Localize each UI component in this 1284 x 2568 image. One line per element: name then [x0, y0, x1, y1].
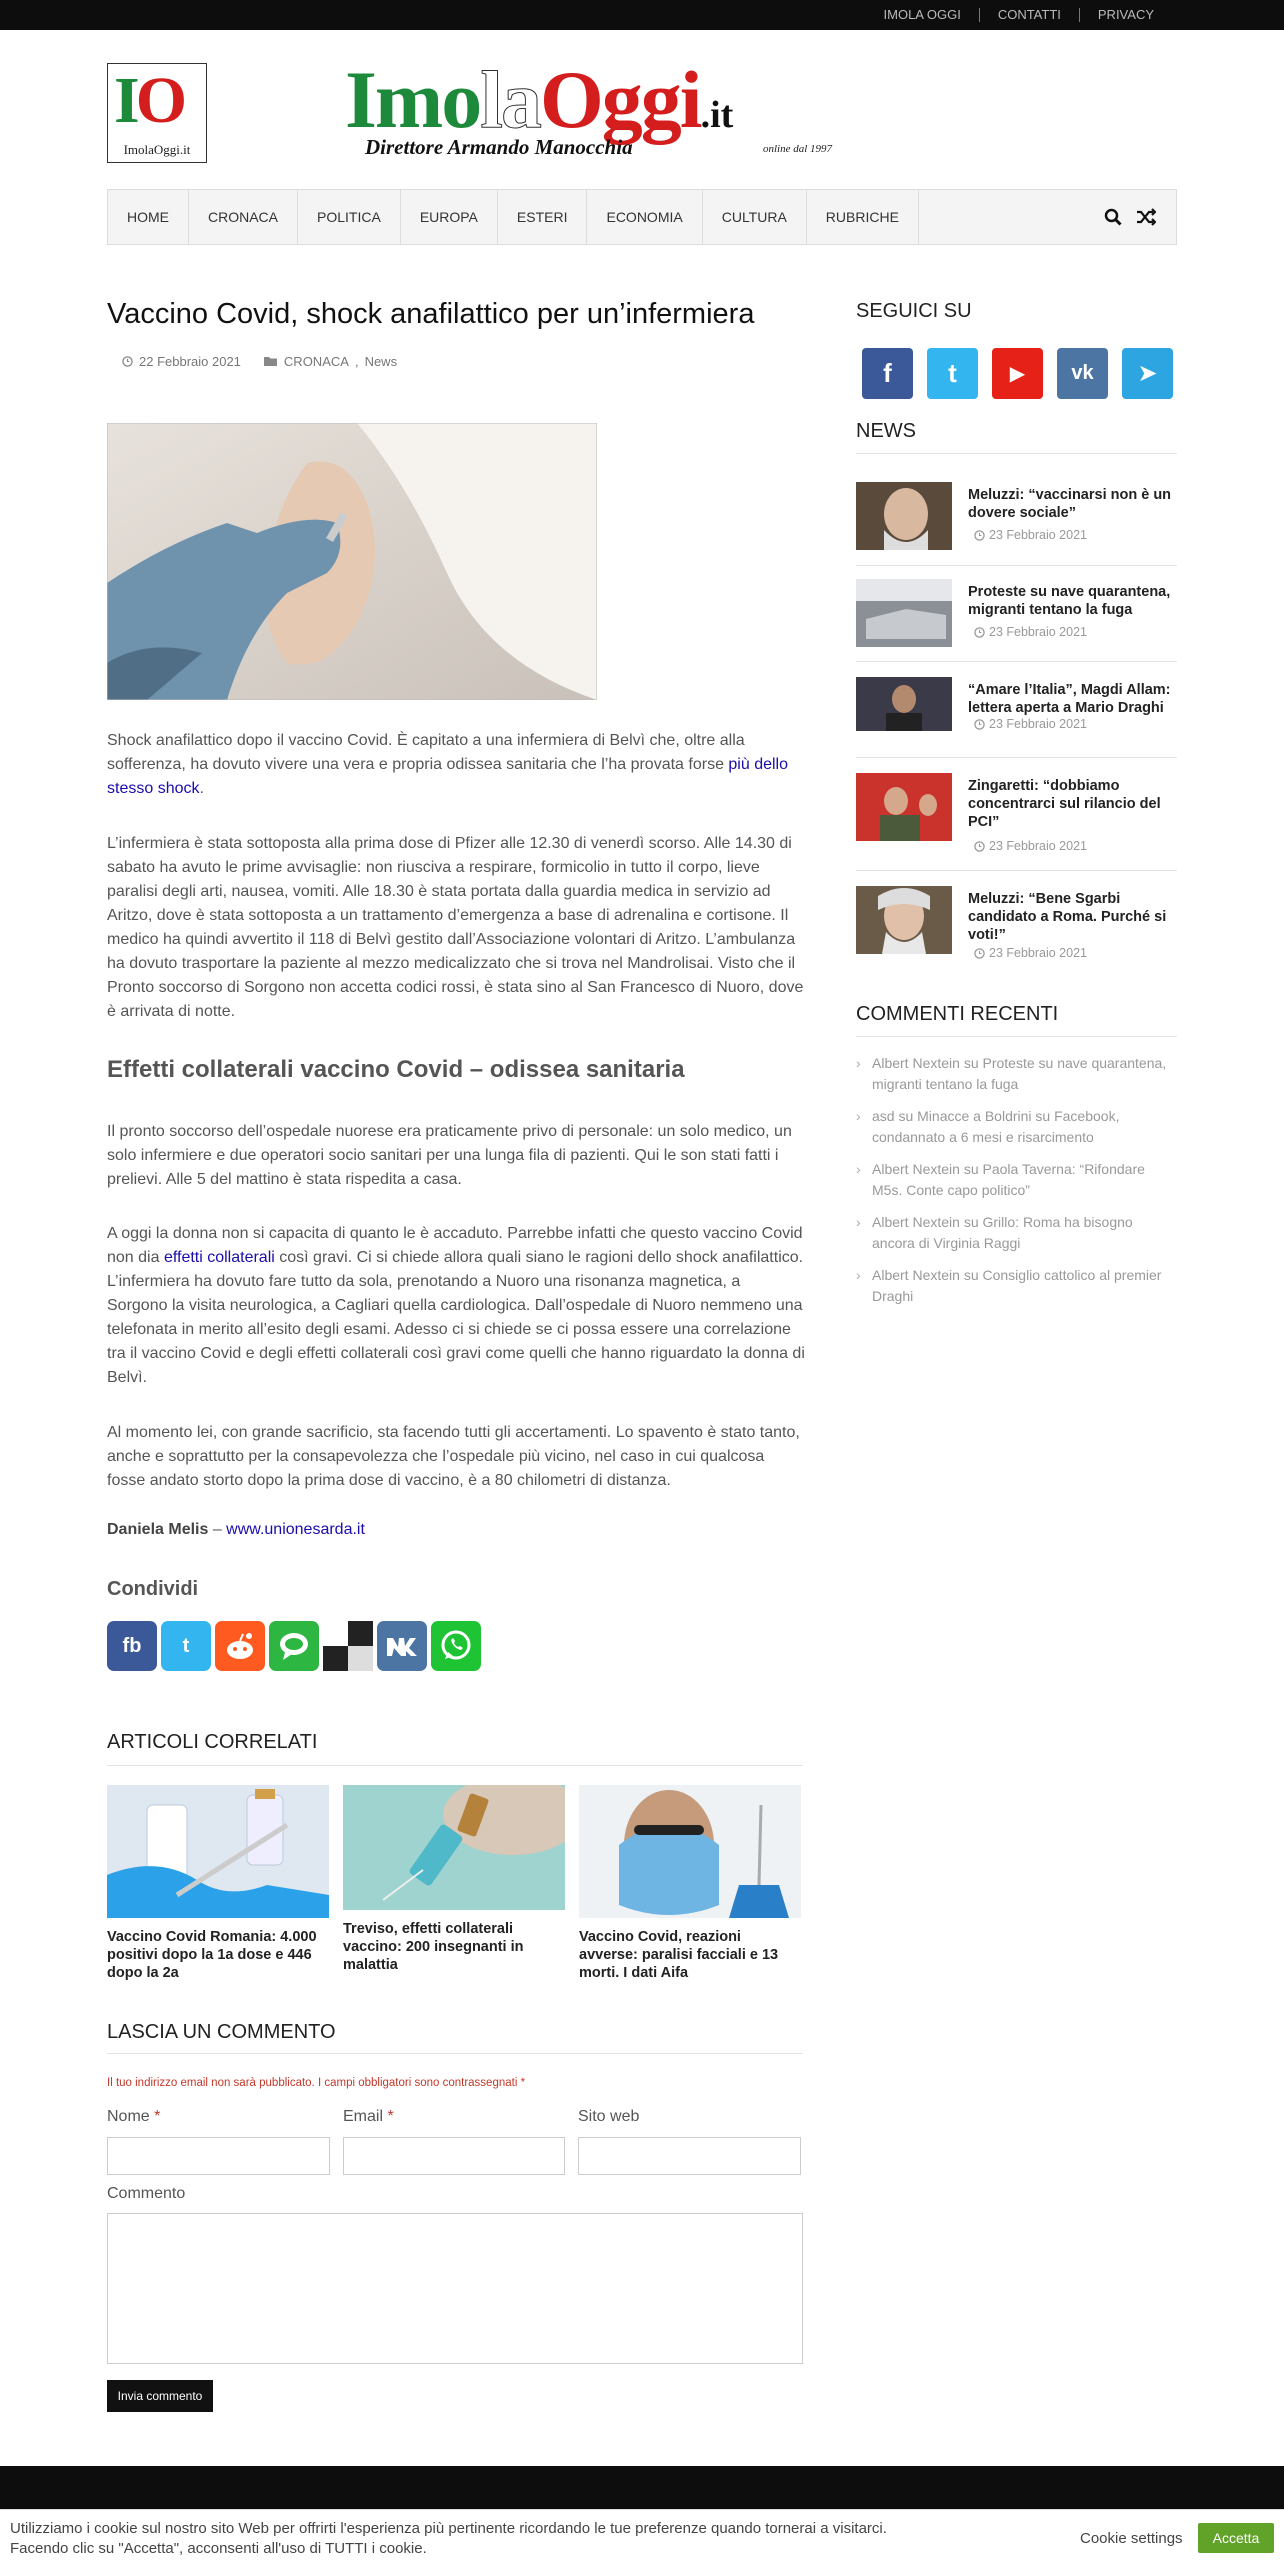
nav-politica[interactable]: POLITICA: [298, 190, 401, 244]
masthead[interactable]: [345, 55, 845, 165]
twitter-icon: t: [182, 1634, 190, 1657]
related-item-1[interactable]: [107, 1785, 329, 1982]
comment-divider: [107, 2053, 803, 2054]
masthead-title: ImolaOggi.it: [345, 54, 734, 145]
article-link-shock[interactable]: più dello stesso shock: [107, 756, 789, 797]
article-link-effetti[interactable]: effetti collaterali: [163, 1249, 275, 1266]
share-twitter-button[interactable]: [161, 1621, 211, 1671]
clock-icon: [974, 530, 985, 541]
email-input[interactable]: [343, 2137, 565, 2175]
news-date-3: 23 Febbraio 2021: [974, 717, 1087, 731]
masthead-since: online dal 1997: [763, 143, 833, 155]
article-paragraph-2: L’infermiera è stata sottoposta alla prima dose di Pfizer alle 12.30 di venerdì scorso. Alle 14.30 di sabato ha avuto le prime avvisaglie: non riusciva a respirare, formicolio in tutto il corpo, lieve paralisi degli arti, nausea, vomiti. Alle 18.30 è stata portata dalla guardia medica in servizio ad Aritzo, dove è stata sottoposta a un trattamento d’emergenza a base di adrenalina e cortisone. Il medico ha quindi avvertito il 118 di Belvì gestito dall’Associazione volontari di Aritzo. L’ambulanza ha dovuto trasportare la paziente al mezzo medicalizzato che si trova nel Mandrolisai. Visto che il Pronto soccorso di Sorgono non accetta codici rossi, è stata sino al San Francesco di Nuoro, dove è arrivata di notte.: [107, 835, 804, 1020]
nav-home[interactable]: HOME: [108, 190, 189, 244]
news-item-4[interactable]: [856, 773, 1177, 863]
share-whatsapp-button[interactable]: [431, 1621, 481, 1671]
vk-follow-icon[interactable]: vk: [1057, 348, 1108, 399]
article-author: Daniela Melis – www.unionesarda.it: [107, 1521, 365, 1538]
chevron-right-icon: ›: [856, 1055, 861, 1071]
nav-esteri[interactable]: ESTERI: [498, 190, 588, 244]
nav-cultura[interactable]: CULTURA: [703, 190, 807, 244]
cookie-message: Utilizziamo i cookie sul nostro sito Web per offrirti l'esperienza più pertinente ricordando le tue preferenze quando tornerai a visitarci. Facendo clic su "Accetta", acconsenti all'uso di TUTTI i cookie.: [10, 2520, 887, 2557]
news-separator: [856, 565, 1177, 566]
comment-form-title: LASCIA UN COMMENTO: [107, 2021, 336, 2043]
top-link-imola-oggi[interactable]: IMOLA OGGI: [883, 7, 961, 22]
news-separator: [856, 661, 1177, 662]
article-paragraph-1: Shock anafilattico dopo il vaccino Covid. È capitato a una infermiera di Belvì che, oltre alla sofferenza, ha dovuto vivere una vera e propria odissea sanitaria che l’ha provata forse più dello stesso shock.: [107, 732, 789, 797]
follow-title: SEGUICI SU: [856, 300, 972, 322]
site-logo[interactable]: [107, 63, 207, 163]
article-paragraph-4: A oggi la donna non si capacita di quanto le è accaduto. Parrebbe infatti che questo vaccino Covid non dia effetti collaterali così gravi. Ci si chiede allora quali siano le ragioni dello shock anafilattico. L’infermiera ha dovuto fare tutto da sola, prenotando a Nuoro una risonanza magnetica, a Sorgono la visita neurologica, a Cagliari quella cardiologica. Dall’ospedale di Nuoro nemmeno una telefonata in merito all’esito degli esami. Adesso ci si chiede se ci possa essere una correlazione tra il vaccino Covid e degli effetti collaterali così gravi come quelli che hanno riguardato la donna di Belvì.: [107, 1225, 805, 1386]
folder-icon: [263, 356, 278, 367]
reddit-icon: [223, 1631, 257, 1661]
share-reddit-button[interactable]: [215, 1621, 265, 1671]
social-icons: [862, 348, 1173, 399]
news-thumb-3: [856, 677, 952, 731]
cookie-accept-button[interactable]: Accetta: [1198, 2523, 1274, 2553]
news-date-2: 23 Febbraio 2021: [974, 625, 1087, 639]
top-link-contatti[interactable]: CONTATTI: [979, 8, 1079, 22]
article-hero-image: [107, 423, 597, 700]
recent-comment-2[interactable]: › asd su Minacce a Boldrini su Facebook, condannato a 6 mesi e risarcimento: [856, 1108, 1120, 1145]
masthead-director: Direttore Armando Manocchia: [365, 135, 633, 159]
chat-icon: [277, 1630, 311, 1662]
twitter-follow-icon[interactable]: t: [927, 348, 978, 399]
news-item-3[interactable]: [856, 677, 1177, 757]
news-thumb-2: [856, 579, 952, 647]
news-divider: [856, 453, 1177, 454]
share-vk-button[interactable]: [377, 1621, 427, 1671]
logo-caption: ImolaOggi.it: [123, 142, 191, 157]
news-separator: [856, 757, 1177, 758]
nav-icons: [1104, 190, 1156, 244]
top-links: [866, 0, 1172, 30]
top-link-privacy[interactable]: PRIVACY: [1079, 8, 1172, 22]
vk-icon: [385, 1635, 419, 1657]
article-title: Vaccino Covid, shock anafilattico per un’infermiera: [107, 298, 755, 330]
news-title: NEWS: [856, 420, 916, 442]
cookie-settings-link[interactable]: Cookie settings: [1080, 2530, 1183, 2547]
news-separator: [856, 870, 1177, 871]
comment-notice: Il tuo indirizzo email non sarà pubblicato. I campi obbligatori sono contrassegnati *: [107, 2077, 526, 2089]
news-title-4: Zingaretti: “dobbiamo concentrarci sul rilancio del PCI”: [968, 778, 1161, 830]
news-date-1: 23 Febbraio 2021: [974, 528, 1087, 542]
article-paragraph-5: Al momento lei, con grande sacrificio, sta facendo tutti gli accertamenti. Lo spavento è stato tanto, anche e soprattutto per la consapevolezza che l’ospedale più vicino, nel caso in cui qualcosa fosse andato storto dopo la prima dose di vaccino, è a 80 chilometri di distanza.: [107, 1424, 800, 1489]
article-subheading: Effetti collaterali vaccino Covid – odissea sanitaria: [107, 1056, 685, 1083]
related-thumbnail-3: [579, 1785, 801, 1918]
nav-cronaca[interactable]: CRONACA: [189, 190, 298, 244]
clock-icon: [122, 356, 133, 367]
related-divider: [107, 1765, 803, 1766]
news-title-3: “Amare l’Italia”, Magdi Allam: lettera aperta a Mario Draghi: [968, 682, 1171, 716]
news-thumb-5: [856, 886, 952, 954]
article-date: 22 Febbraio 2021: [139, 354, 241, 369]
related-title: ARTICOLI CORRELATI: [107, 1731, 318, 1753]
name-input[interactable]: [107, 2137, 330, 2175]
name-label: Nome *: [107, 2108, 161, 2125]
email-label: Email *: [343, 2108, 394, 2125]
news-thumb-1: [856, 482, 952, 550]
related-thumbnail-1: [107, 1785, 329, 1918]
share-facebook-button[interactable]: [107, 1621, 157, 1671]
news-title-5: Meluzzi: “Bene Sgarbi candidato a Roma. Purché si voti!”: [968, 891, 1167, 943]
recent-comment-3[interactable]: › Albert Nextein su Paola Taverna: “Rifondare M5s. Conte capo politico”: [856, 1161, 1145, 1198]
article-paragraph-3: Il pronto soccorso dell’ospedale nuorese era praticamente privo di personale: un solo medico, un solo infermiere e due operatori socio sanitari per una lunga fila di pazienti. Qui le son stati fatti i prelievi. Alle 5 del mattino è stata rispedita a casa.: [107, 1123, 792, 1188]
whatsapp-icon: [438, 1628, 474, 1664]
chevron-right-icon: ›: [856, 1108, 861, 1124]
chevron-right-icon: ›: [856, 1161, 861, 1177]
news-title-1: Meluzzi: “vaccinarsi non è un dovere sociale”: [968, 487, 1172, 521]
related-caption-3: Vaccino Covid, reazioni avverse: paralisi facciali e 13 morti. I dati Aifa: [579, 1929, 779, 1981]
article-meta: 22 Febbraio 2021 CRONACA , News: [122, 354, 397, 369]
nav-europa[interactable]: EUROPA: [401, 190, 498, 244]
chevron-right-icon: ›: [856, 1214, 861, 1230]
related-thumbnail-2: [343, 1785, 565, 1910]
recent-comment-4[interactable]: › Albert Nextein su Grillo: Roma ha bisogno ancora di Virginia Raggi: [856, 1214, 1133, 1251]
recent-comment-1[interactable]: › Albert Nextein su Proteste su nave quarantena, migranti tentano la fuga: [856, 1055, 1167, 1092]
facebook-follow-icon[interactable]: f: [862, 348, 913, 399]
news-date-4: 23 Febbraio 2021: [974, 839, 1087, 853]
recent-comments-divider: [856, 1036, 1177, 1037]
youtube-follow-icon[interactable]: ▶: [992, 348, 1043, 399]
news-title-2: Proteste su nave quarantena, migranti tentano la fuga: [968, 584, 1171, 618]
comment-label: Commento: [107, 2185, 186, 2202]
related-caption-2: Treviso, effetti collaterali vaccino: 200 insegnanti in malattia: [343, 1921, 524, 1973]
telegram-follow-icon[interactable]: ➤: [1122, 348, 1173, 399]
recent-comments-title: COMMENTI RECENTI: [856, 1003, 1059, 1025]
comment-textarea[interactable]: [107, 2213, 803, 2364]
source-link[interactable]: www.unionesarda.it: [226, 1521, 365, 1538]
cookie-banner: [0, 2509, 1284, 2568]
news-item-1[interactable]: [856, 482, 1177, 562]
share-delicious-button[interactable]: [323, 1621, 373, 1671]
search-icon[interactable]: [1104, 208, 1122, 226]
shuffle-icon[interactable]: [1136, 208, 1156, 226]
related-caption-1: Vaccino Covid Romania: 4.000 positivi dopo la 1a dose e 446 dopo la 2a: [107, 1929, 317, 1981]
news-item-2[interactable]: [856, 579, 1177, 659]
related-item-2[interactable]: [343, 1785, 565, 1974]
share-buttons: [107, 1621, 481, 1671]
related-item-3[interactable]: [579, 1785, 801, 1982]
news-thumb-4: [856, 773, 952, 841]
category-news[interactable]: News: [364, 354, 398, 369]
submit-comment-button[interactable]: Invia commento: [107, 2380, 213, 2412]
website-input[interactable]: [578, 2137, 801, 2175]
top-bar: [0, 0, 1284, 30]
clock-icon: [974, 627, 985, 638]
main-nav: [107, 189, 1177, 245]
facebook-icon: fb: [122, 1634, 142, 1657]
recent-comment-5[interactable]: › Albert Nextein su Consiglio cattolico al premier Draghi: [856, 1267, 1162, 1304]
clock-icon: [974, 948, 985, 959]
logo-initials: IO: [114, 64, 184, 137]
delicious-icon: [323, 1621, 373, 1671]
nav-rubriche[interactable]: RUBRICHE: [807, 190, 919, 244]
news-item-5[interactable]: [856, 886, 1177, 976]
clock-icon: [974, 841, 985, 852]
nav-economia[interactable]: ECONOMIA: [587, 190, 702, 244]
chevron-right-icon: ›: [856, 1267, 861, 1283]
category-cronaca[interactable]: CRONACA: [283, 354, 349, 369]
share-title: Condividi: [107, 1578, 199, 1600]
share-messenger-button[interactable]: [269, 1621, 319, 1671]
news-date-5: 23 Febbraio 2021: [974, 946, 1087, 960]
clock-icon: [974, 719, 985, 730]
website-label: Sito web: [578, 2108, 640, 2125]
